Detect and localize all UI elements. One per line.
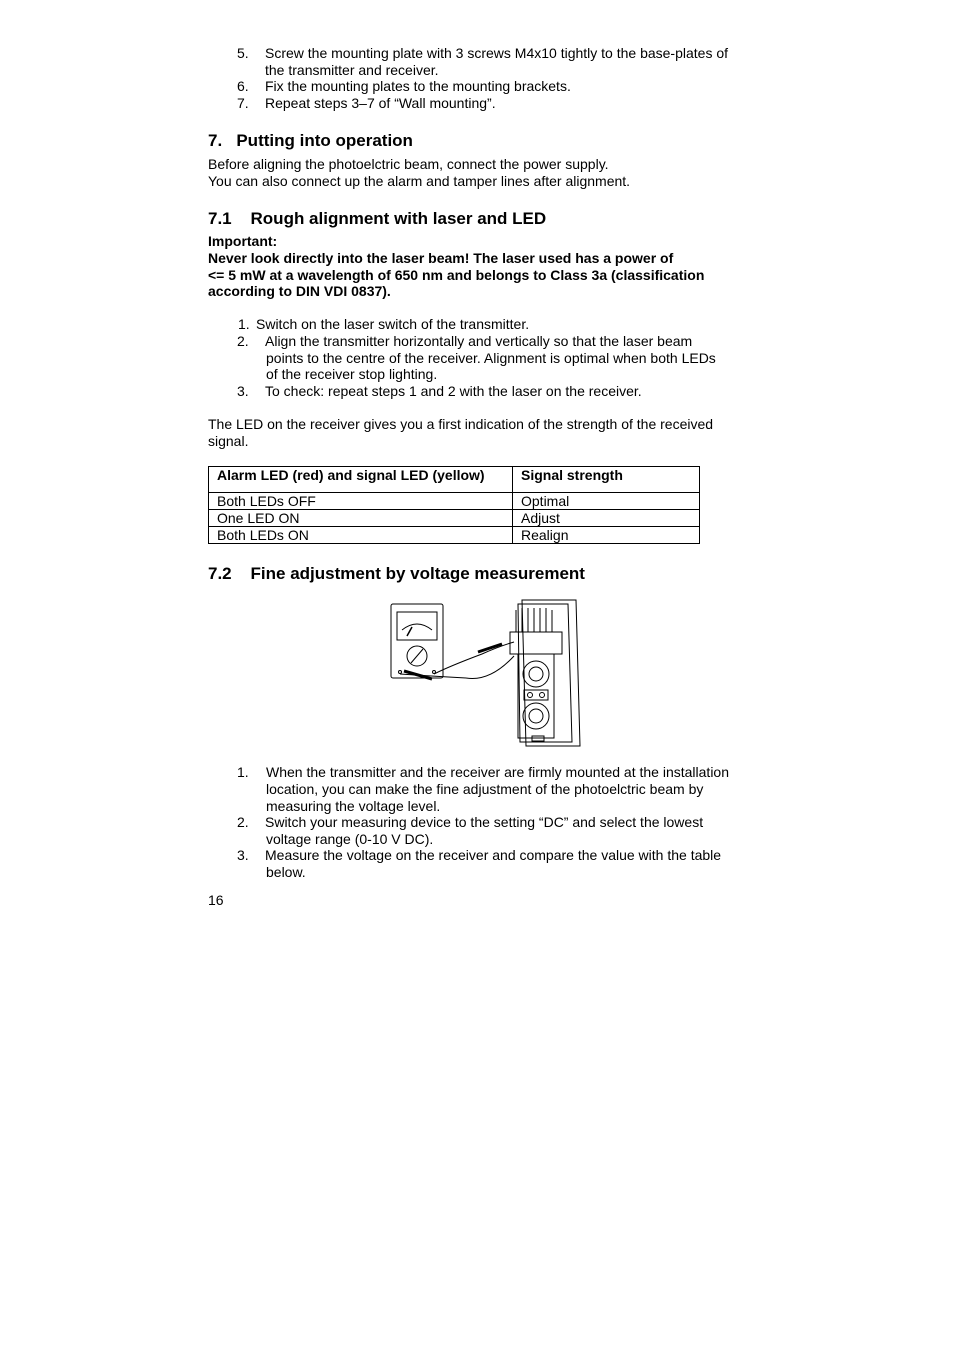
list-item-text: Measure the voltage on the receiver and compare the value with the table (265, 847, 722, 863)
list-number: 1. (237, 764, 249, 780)
paragraph-line: Before aligning the photoelctric beam, connect the power supply. (208, 156, 609, 172)
receiver-frame (518, 604, 572, 742)
list-item-text: the transmitter and receiver. (265, 62, 439, 78)
illustration-svg (390, 596, 584, 750)
list-item-text: location, you can make the fine adjustment of the photoelctric beam by (266, 781, 704, 797)
list-item-text: Fix the mounting plates to the mounting brackets. (265, 78, 571, 94)
list-item-text: of the receiver stop lighting. (266, 366, 438, 382)
list-number: 7. (237, 95, 249, 111)
table-cell: Both LEDs ON (209, 527, 513, 544)
probe-lead (400, 674, 466, 678)
voltmeter-receiver-illustration (390, 596, 584, 750)
meter-scale (402, 624, 432, 630)
paragraph-line: The LED on the receiver gives you a first indication of the strength of the received (208, 416, 714, 432)
table-header-cell: Alarm LED (red) and signal LED (yellow) (209, 467, 513, 493)
table-header-row (209, 467, 700, 493)
table-cell: Optimal (513, 493, 700, 510)
list-item-text: below. (266, 864, 306, 880)
table-row (209, 527, 700, 544)
list-item-text: Align the transmitter horizontally and vertically so that the laser beam (265, 333, 693, 349)
list-number: 3. (237, 383, 249, 399)
list-number: 6. (237, 78, 249, 94)
warning-label: Important: (208, 233, 278, 249)
warning-line: Never look directly into the laser beam! The laser used has a power of (208, 250, 674, 266)
paragraph-line: signal. (208, 433, 249, 449)
list-item-text: points to the centre of the receiver. Alignment is optimal when both LEDs (266, 350, 716, 366)
probe-lead (466, 656, 514, 679)
multimeter-display (397, 612, 437, 640)
signal-strength-table (208, 466, 700, 544)
warning-line: <= 5 mW at a wavelength of 650 nm and belongs to Class 3a (classification (208, 267, 705, 283)
section-heading: 7.2 Fine adjustment by voltage measurement (208, 564, 585, 583)
terminal-block (510, 632, 562, 654)
meter-needle (407, 627, 412, 636)
table-header-cell: Signal strength (513, 467, 700, 493)
upper-lens (523, 661, 549, 687)
lower-lens (523, 703, 549, 729)
table-cell: Realign (513, 527, 700, 544)
section-heading: 7. Putting into operation (208, 131, 413, 150)
list-number: 2. (237, 814, 249, 830)
list-item-text: measuring the voltage level. (266, 798, 441, 814)
probe-lead (434, 642, 514, 674)
list-item-text: Screw the mounting plate with 3 screws M4x10 tightly to the base-plates of (265, 45, 729, 61)
list-item-text: Switch your measuring device to the setting “DC” and select the lowest (265, 814, 704, 830)
table-row (209, 510, 700, 527)
multimeter-body (391, 604, 443, 678)
table-row (209, 493, 700, 510)
list-number: 2. (237, 333, 249, 349)
table-cell: Both LEDs OFF (209, 493, 513, 510)
table-cell: One LED ON (209, 510, 513, 527)
list-number: 1. (238, 316, 250, 332)
list-number: 5. (237, 45, 249, 61)
list-item-text: voltage range (0-10 V DC). (266, 831, 434, 847)
section-heading: 7.1 Rough alignment with laser and LED (208, 209, 547, 228)
dial-pointer (411, 649, 423, 663)
list-item-text: To check: repeat steps 1 and 2 with the laser on the receiver. (265, 383, 642, 399)
list-number: 3. (237, 847, 249, 863)
list-item-text: Repeat steps 3–7 of “Wall mounting”. (265, 95, 496, 111)
list-item-text: When the transmitter and the receiver are firmly mounted at the installation (266, 764, 729, 780)
table-cell: Adjust (513, 510, 700, 527)
warning-line: according to DIN VDI 0837). (208, 283, 391, 299)
list-item-text: Switch on the laser switch of the transmitter. (256, 316, 530, 332)
paragraph-line: You can also connect up the alarm and tamper lines after alignment. (208, 173, 631, 189)
page-number: 16 (208, 892, 224, 908)
